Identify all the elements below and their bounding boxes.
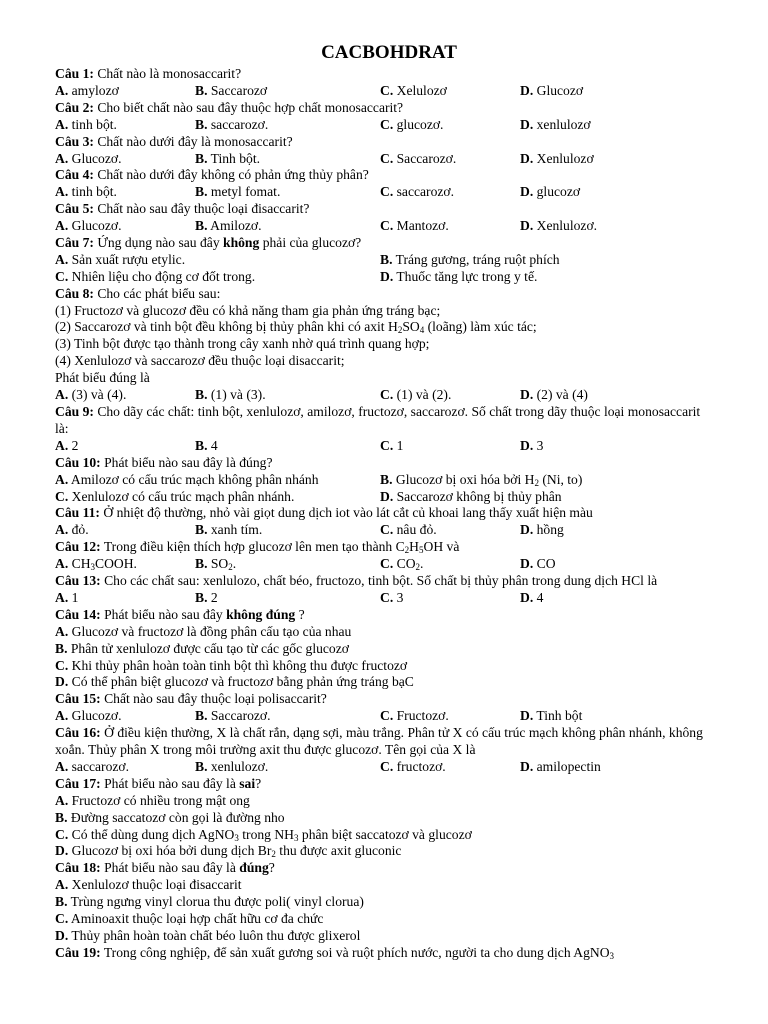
option-c: C. glucozơ. xyxy=(380,116,444,132)
option-c: C. Xelulozơ xyxy=(380,82,447,98)
option-d: D. Tinh bột xyxy=(520,708,583,724)
question-label: Câu 16: xyxy=(55,725,101,741)
question-11 xyxy=(55,505,715,522)
question-text: Ở điều kiện thường, X là chất rắn, dạng sợi, màu trắng. Phân tử X có cấu trúc mạch không phân nhánh, không xoắn. Thủy phân X trong môi trường axit thu được glucozơ. Tên gọi của X là xyxy=(55,725,703,758)
option-b: B. (1) và (3). xyxy=(195,387,266,403)
question-text: Chất nào là monosaccarit? xyxy=(97,66,242,81)
option-c: C. 3 xyxy=(380,589,404,605)
question-2 xyxy=(55,100,715,117)
question-8 xyxy=(55,286,715,303)
question-label: Câu 12: xyxy=(55,539,101,555)
answer-row xyxy=(55,387,715,404)
option-c: C. 1 xyxy=(380,437,404,453)
option-a: A. amylozơ xyxy=(55,82,119,98)
question-7: Câu 7: Ứng dụng nào sau đây không phải của glucozơ? xyxy=(55,234,362,250)
option-b: B. Saccarozơ. xyxy=(195,708,271,724)
option-d: D. Thuốc tăng lực trong y tế. xyxy=(380,268,538,284)
option-d: D. 3 xyxy=(520,437,544,453)
question-text: Cho các chất sau: xenlulozo, chất béo, fructozo, tinh bột. Số chất bị thủy phân trong dung dịch HCl là xyxy=(104,572,658,588)
option-b: B. 2 xyxy=(195,589,218,605)
option-a: A. Sản xuất rượu etylic. xyxy=(55,251,186,267)
answer-row xyxy=(55,556,715,573)
option-c: C. (1) và (2). xyxy=(380,387,452,403)
option-c: C. Saccarozơ. xyxy=(380,150,457,166)
option-d: D. CO xyxy=(520,556,556,572)
question-tail: Phát biểu đúng là xyxy=(55,370,150,386)
option-b: B. xenlulozơ. xyxy=(195,758,269,774)
option-b: B. $SO_2$. xyxy=(195,556,237,573)
option-b: B. metyl fomat. xyxy=(195,184,281,200)
option-a: A. Glucozơ. xyxy=(55,708,122,724)
option-b: B. Glucozơ bị oxi hóa bởi $H_2$ (Ni, to) xyxy=(380,471,583,488)
question-list xyxy=(55,66,715,962)
option-a: A. $CH_3COOH$. xyxy=(55,556,137,573)
option-c: C. nâu đỏ. xyxy=(380,522,437,538)
answer-row xyxy=(55,83,715,100)
question-label: Câu 8: xyxy=(55,285,94,301)
question-1 xyxy=(55,66,715,83)
statement-1: (1) Fructozơ và glucozơ đều có khả năng tham gia phản ứng tráng bạc; xyxy=(55,302,441,318)
answer-row xyxy=(55,151,715,168)
option-b: B. 4 xyxy=(195,437,218,453)
question-label: Câu 7: xyxy=(55,234,94,250)
option-d: D. glucozơ xyxy=(520,184,581,200)
question-label: Câu 11: xyxy=(55,505,100,521)
question-12: Câu 12: Trong điều kiện thích hợp glucozơ lên men tạo thành $C_2H_5OH$ và xyxy=(55,539,460,556)
option-c: C. Aminoaxit thuộc loại hợp chất hữu cơ đa chức xyxy=(55,911,324,927)
option-a: A. tinh bột. xyxy=(55,184,117,200)
answer-row xyxy=(55,759,715,776)
answer-row xyxy=(55,708,715,725)
question-text: Cho các phát biểu sau: xyxy=(97,285,221,301)
option-a: A. 1 xyxy=(55,589,79,605)
question-16 xyxy=(55,725,715,759)
question-19: Câu 19: Trong công nghiệp, để sản xuất gương soi và ruột phích nước, người ta cho dung dịch AgNO$_3$ xyxy=(55,944,615,961)
question-label: Câu 19: xyxy=(55,944,101,960)
option-c: C. Nhiên liệu cho động cơ đốt trong. xyxy=(55,268,256,284)
option-d: D. Glucozơ xyxy=(520,82,584,98)
option-b: B. xanh tím. xyxy=(195,522,263,538)
option-d: D. Thủy phân hoàn toàn chất béo luôn thu được glixerol xyxy=(55,927,361,943)
option-a: A. Glucozơ. xyxy=(55,150,122,166)
option-c: C. fructozơ. xyxy=(380,758,446,774)
question-text: Chất nào sau đây thuộc loại đisaccarit? xyxy=(97,201,310,217)
question-text: Chất nào sau đây thuộc loại polisaccarit? xyxy=(104,691,327,707)
question-5 xyxy=(55,201,715,218)
option-b: B. Phân tử xenlulozơ được cấu tạo từ các gốc glucozơ xyxy=(55,640,349,656)
question-text: Chất nào dưới đây không có phản ứng thủy phân? xyxy=(97,167,369,183)
option-d: D. xenlulozơ xyxy=(520,116,591,132)
question-text: Cho biết chất nào sau đây thuộc hợp chất monosaccarit? xyxy=(97,99,404,115)
question-label: Câu 4: xyxy=(55,167,94,183)
option-b: B. saccarozơ. xyxy=(195,116,269,132)
option-d: D. Saccarozơ không bị thủy phân xyxy=(380,488,562,504)
answer-row xyxy=(55,269,715,286)
option-d: D. Xenlulozơ. xyxy=(520,218,598,234)
statement-2: (2) Saccarozơ và tinh bột đều không bị thủy phân khi có axit $H_2SO_4$ (loãng) làm xúc tác; xyxy=(55,319,537,336)
question-label: Câu 13: xyxy=(55,572,101,588)
option-a: A. Glucozơ và fructozơ là đồng phân cấu tạo của nhau xyxy=(55,623,352,639)
question-text: Phát biểu nào sau đây là đúng? xyxy=(104,454,273,470)
option-c: C. Fructozơ. xyxy=(380,708,449,724)
question-13 xyxy=(55,573,715,590)
option-a: A. Xenlulozơ thuộc loại đisaccarit xyxy=(55,877,242,893)
question-label: Câu 17: xyxy=(55,775,101,791)
answer-row xyxy=(55,438,715,455)
option-b: B. Amilozơ. xyxy=(195,218,262,234)
option-c: C. Khi thủy phân hoàn toàn tinh bột thì không thu được fructozơ xyxy=(55,657,408,673)
option-d: D. Glucozơ bị oxi hóa bởi dung dịch $Br_2$ thu được axit gluconic xyxy=(55,843,402,860)
question-10 xyxy=(55,455,715,472)
option-d: D. Có thể phân biệt glucozơ và fructozơ bằng phản ứng tráng bạC xyxy=(55,674,414,690)
option-a: A. saccarozơ. xyxy=(55,758,129,774)
option-a: A. (3) và (4). xyxy=(55,387,127,403)
question-4 xyxy=(55,167,715,184)
question-9 xyxy=(55,404,715,438)
question-label: Câu 1: xyxy=(55,66,94,81)
question-label: Câu 15: xyxy=(55,691,101,707)
question-18: Câu 18: Phát biểu nào sau đây là đúng? xyxy=(55,860,275,876)
option-c: C. Mantozơ. xyxy=(380,218,449,234)
option-c: C. Có thể dùng dung dịch AgNO$_3$ trong $NH_3$ phân biệt saccatozơ và glucozơ xyxy=(55,826,472,843)
question-label: Câu 3: xyxy=(55,133,94,149)
option-c: C. $CO_2$. xyxy=(380,556,424,573)
answer-row xyxy=(55,472,715,489)
option-c: C. saccarozơ. xyxy=(380,184,454,200)
option-b: B. Trùng ngưng vinyl clorua thu được poli( vinyl clorua) xyxy=(55,894,364,910)
question-text: Chất nào dưới đây là monosaccarit? xyxy=(97,133,293,149)
option-a: A. Fructozơ có nhiều trong mật ong xyxy=(55,792,250,808)
question-15 xyxy=(55,691,715,708)
option-d: D. Xenlulozơ xyxy=(520,150,594,166)
option-d: D. hồng xyxy=(520,522,564,538)
option-a: A. đỏ. xyxy=(55,522,89,538)
question-text: Ở nhiệt độ thường, nhỏ vài giọt dung dịch iot vào lát cắt củ khoai lang thấy xuất hiện màu xyxy=(103,505,593,521)
document-title: CACBOHDRAT xyxy=(321,42,457,63)
answer-row xyxy=(55,590,715,607)
option-a: A. Amilozơ có cấu trúc mạch không phân nhánh xyxy=(55,471,319,487)
answer-row xyxy=(55,489,715,506)
option-c: C. Xenlulozơ có cấu trúc mạch phân nhánh. xyxy=(55,488,295,504)
question-label: Câu 14: xyxy=(55,606,101,622)
statement-3: (3) Tinh bột được tạo thành trong cây xanh nhờ quá trình quang hợp; xyxy=(55,336,430,352)
answer-row xyxy=(55,522,715,539)
option-b: B. Tinh bột. xyxy=(195,150,260,166)
question-label: Câu 9: xyxy=(55,404,94,419)
question-14: Câu 14: Phát biểu nào sau đây không đúng ? xyxy=(55,606,305,622)
question-label: Câu 2: xyxy=(55,99,94,115)
question-label: Câu 18: xyxy=(55,860,101,876)
option-d: D. 4 xyxy=(520,589,544,605)
question-17: Câu 17: Phát biểu nào sau đây là sai? xyxy=(55,775,262,791)
option-a: A. tinh bột. xyxy=(55,116,117,132)
answer-row xyxy=(55,117,715,134)
option-b: B. Saccarozơ xyxy=(195,82,268,98)
question-label: Câu 10: xyxy=(55,454,101,470)
question-3 xyxy=(55,134,715,151)
answer-row xyxy=(55,184,715,201)
option-b: B. Đường saccatozơ còn gọi là đường nho xyxy=(55,809,285,825)
answer-row xyxy=(55,218,715,235)
option-a: A. 2 xyxy=(55,437,79,453)
question-text: Cho dãy các chất: tinh bột, xenlulozơ, amilozơ, fructozơ, saccarozơ. Số chất trong dãy thuộc loại monosaccarit là: xyxy=(55,404,701,436)
option-d: D. (2) và (4) xyxy=(520,387,588,403)
option-d: D. amilopectin xyxy=(520,758,601,774)
question-label: Câu 5: xyxy=(55,201,94,217)
option-a: A. Glucozơ. xyxy=(55,218,122,234)
statement-4: (4) Xenlulozơ và saccarozơ đều thuộc loại disaccarit; xyxy=(55,353,345,369)
answer-row xyxy=(55,252,715,269)
option-b: B. Tráng gương, tráng ruột phích xyxy=(380,251,560,267)
